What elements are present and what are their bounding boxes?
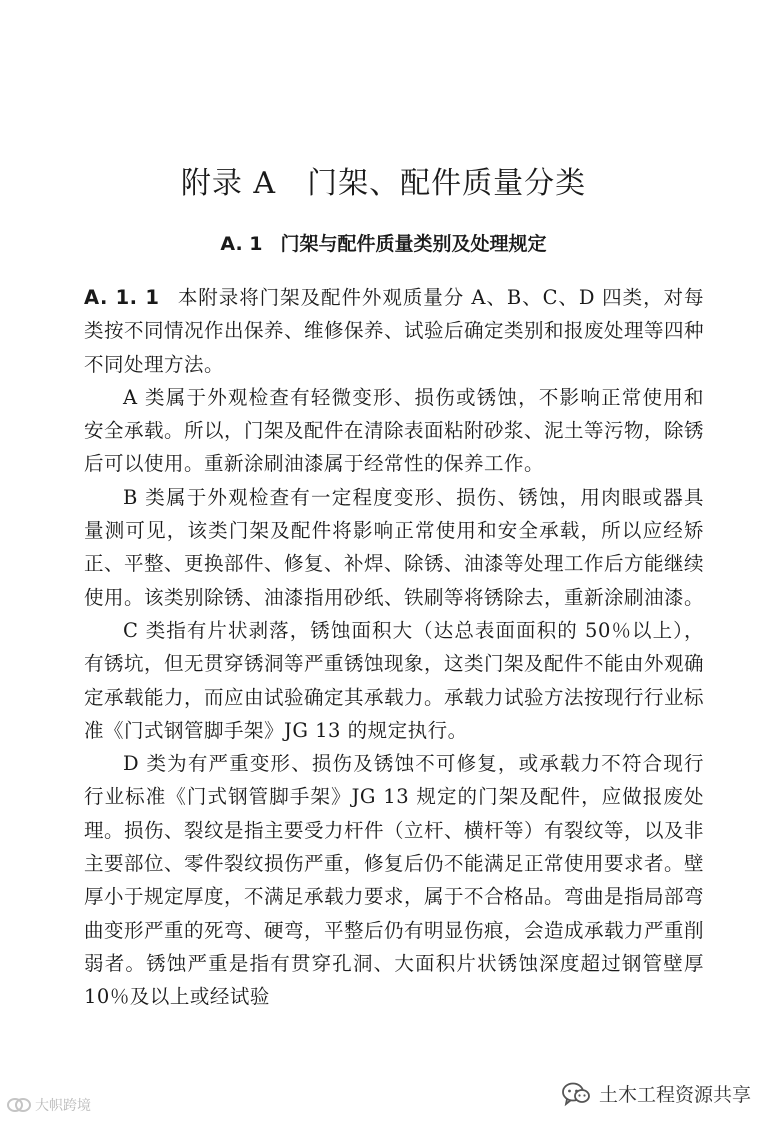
clause-paragraph: [84, 281, 704, 381]
paragraph-class-d: D 类为有严重变形、损伤及锈蚀不可修复，或承载力不符合现行行业标准《门式钢管脚手架》JG 13 规定的门架及配件，应做报废处理。损伤、裂纹是指主要受力杆件（立杆、横杆等）有裂纹等，以及非主要部位、零件裂纹损伤严重，修复后仍不能满足正常使用要求者。壁厚小于规定厚度，不满足承载力要求，属于不合格品。弯曲是指局部弯曲变形严重的死弯、硬弯，平整后仍有明显伤痕，会造成承载力严重削弱者。锈蚀严重是指有贯穿孔洞、大面积片状锈蚀深度超过钢管壁厚 10％及以上或经试验: [84, 752, 705, 1009]
section-heading: [0, 229, 767, 256]
body-text: [84, 281, 704, 1014]
clause-intro: 本附录将门架及配件外观质量分 A、B、C、D 四类，对每类按不同情况作出保养、维修保养、试验后确定类别和报废处理等四种不同处理方法。: [84, 286, 705, 376]
paragraph-class-b: B 类属于外观检查有一定程度变形、损伤、锈蚀，用肉眼或器具量测可见，该类门架及配件将影响正常使用和安全承载，所以应经矫正、平整、更换部件、修复、补焊、除锈、油漆等处理工作后方能继续使用。该类别除锈、油漆指用砂纸、铁刷等将锈除去，重新涂刷油漆。: [84, 485, 705, 609]
paragraph-class-a: A 类属于外观检查有轻微变形、损伤或锈蚀，不影响正常使用和安全承载。所以，门架及配件在清除表面粘附砂浆、泥土等污物，除锈后可以使用。重新涂刷油漆属于经常性的保养工作。: [84, 385, 705, 476]
paragraph-class-c: C 类指有片状剥落，锈蚀面积大（达总表面面积的 50％以上），有锈坑，但无贯穿锈洞等严重锈蚀现象，这类门架及配件不能由外观确定承载能力，而应由试验确定其承载力。承载力试验方法按现行行业标准《门式钢管脚手架》JG 13 的规定执行。: [84, 618, 705, 742]
watermark-left-text: 大帜跨境: [35, 1098, 91, 1114]
wechat-icon: [561, 1081, 591, 1107]
watermark-left: [6, 1095, 91, 1115]
appendix-title: 附录 A 门架、配件质量分类: [180, 166, 587, 201]
brand-logo-icon: [6, 1096, 32, 1114]
clause-number: A. 1. 1: [84, 286, 160, 309]
watermark-right-text: 土木工程资源共享: [598, 1084, 751, 1106]
section-number: A. 1: [220, 233, 263, 255]
section-title: 门架与配件质量类别及处理规定: [280, 233, 547, 255]
watermark-right: [561, 1080, 751, 1107]
